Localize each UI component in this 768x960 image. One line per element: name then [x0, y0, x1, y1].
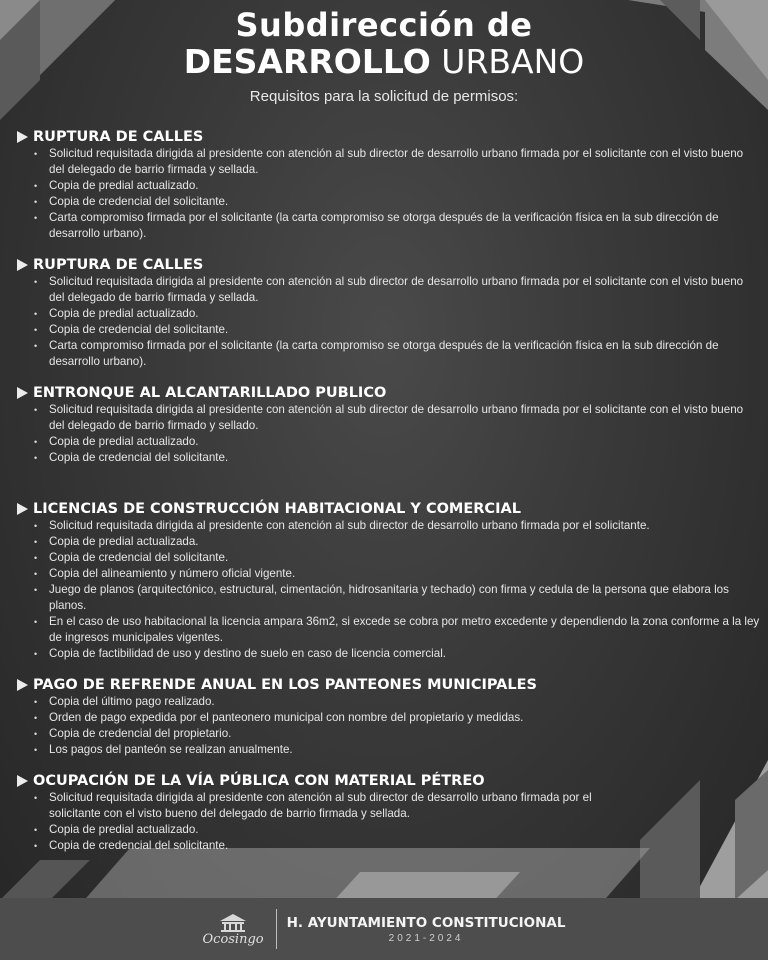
title-line-2	[0, 44, 768, 80]
section-items	[16, 402, 760, 466]
list-item: • En el caso de uso habitacional la licencia ampara 36m2, si excede se cobra por metro excedente y dependiendo la zona conforme a la ley de ingresos municipales vigentes.	[16, 614, 760, 646]
title-line-1: Subdirección de	[235, 6, 533, 44]
list-item: • Copia de predial actualizado.	[16, 822, 620, 838]
list-item: • Copia de factibilidad de uso y destino de suelo en caso de licencia comercial.	[16, 646, 760, 662]
arrow-right-icon	[17, 131, 28, 143]
section-items	[16, 274, 760, 370]
list-item: • Copia del alineamiento y número oficial vigente.	[16, 566, 760, 582]
list-item: • Copia de predial actualizado.	[16, 434, 760, 450]
section-items	[16, 518, 760, 662]
section-ocupacion-via-publica	[16, 772, 760, 854]
list-item: • Los pagos del panteón se realizan anualmente.	[16, 742, 760, 758]
section-title: RUPTURA DE CALLES	[33, 129, 204, 145]
list-item: • Solicitud requisitada dirigida al presidente con atención al sub director de desarrollo urbano firmada por el solicitante con el visto bueno del delegado de barrio firmado y sellado.	[16, 402, 760, 434]
title-light: URBANO	[441, 42, 585, 81]
arrow-right-icon	[17, 259, 28, 271]
section-items	[16, 146, 760, 242]
logo-text: Ocosingo	[202, 931, 264, 947]
footer-years: 2021-2024	[388, 932, 464, 944]
section-title: PAGO DE REFRENDE ANUAL EN LOS PANTEONES MUNICIPALES	[33, 677, 537, 693]
list-item: • Solicitud requisitada dirigida al presidente con atención al sub director de desarrollo urbano firmada por el solicitante con el visto bueno del delegado de barrio firmada y sellada.	[16, 146, 760, 178]
municipal-logo	[203, 912, 264, 947]
page-footer	[0, 898, 768, 960]
arrow-right-icon	[17, 387, 28, 399]
section-pago-refrende-panteones	[16, 676, 760, 758]
footer-title: H. AYUNTAMIENTO CONSTITUCIONAL	[286, 914, 566, 931]
arrow-right-icon	[17, 503, 28, 515]
list-item: • Copia de credencial del solicitante.	[16, 194, 760, 210]
section-ruptura-de-calles-2	[16, 256, 760, 370]
list-item: • Copia de predial actualizada.	[16, 534, 760, 550]
title-bold: DESARROLLO	[183, 42, 431, 81]
list-item: • Carta compromiso firmada por el solicitante (la carta compromiso se otorga después de la verificación física en la sub dirección de desarrollo urbano).	[16, 338, 760, 370]
list-item: • Copia del último pago realizado.	[16, 694, 760, 710]
section-title: ENTRONQUE AL ALCANTARILLADO PUBLICO	[33, 385, 387, 401]
section-title: LICENCIAS DE CONSTRUCCIÓN HABITACIONAL Y COMERCIAL	[33, 501, 521, 517]
list-item: • Copia de credencial del solicitante.	[16, 450, 760, 466]
list-item: • Copia de credencial del solicitante.	[16, 550, 760, 566]
footer-divider	[276, 909, 277, 949]
list-item: • Copia de credencial del solicitante.	[16, 838, 620, 854]
list-item: • Solicitud requisitada dirigida al presidente con atención al sub director de desarrollo urbano firmada por el solicitante con el visto bueno del delegado de barrio firmada y sellada.	[16, 790, 620, 822]
section-items	[16, 694, 760, 758]
building-icon	[216, 912, 250, 932]
list-item: • Copia de predial actualizado.	[16, 306, 760, 322]
section-title: OCUPACIÓN DE LA VÍA PÚBLICA CON MATERIAL PÉTREO	[33, 773, 485, 789]
list-item: • Carta compromiso firmada por el solicitante (la carta compromiso se otorga después de la verificación física en la sub dirección de desarrollo urbano).	[16, 210, 760, 242]
page-header	[0, 6, 768, 105]
section-items	[16, 790, 760, 854]
list-item: • Solicitud requisitada dirigida al presidente con atención al sub director de desarrollo urbano firmada por el solicitante.	[16, 518, 760, 534]
section-ruptura-de-calles-1	[16, 128, 760, 242]
footer-text	[287, 915, 566, 944]
section-entronque-alcantarillado	[16, 384, 760, 466]
list-item: • Solicitud requisitada dirigida al presidente con atención al sub director de desarrollo urbano firmada por el solicitante con el visto bueno del delegado de barrio firmada y sellada.	[16, 274, 760, 306]
list-item: • Copia de credencial del propietario.	[16, 726, 760, 742]
page-subtitle: Requisitos para la solicitud de permisos:	[249, 88, 519, 105]
section-title: RUPTURA DE CALLES	[33, 257, 204, 273]
list-item: • Juego de planos (arquitectónico, estructural, cimentación, hidrosanitaria y techado) con firma y cedula de la persona que elabora los planos.	[16, 582, 760, 614]
section-licencias-construccion	[16, 500, 760, 662]
list-item: • Copia de credencial del solicitante.	[16, 322, 760, 338]
list-item: • Orden de pago expedida por el panteonero municipal con nombre del propietario y medidas.	[16, 710, 760, 726]
requirements-list	[16, 128, 760, 868]
arrow-right-icon	[17, 775, 28, 787]
list-item: • Copia de predial actualizado.	[16, 178, 760, 194]
arrow-right-icon	[17, 679, 28, 691]
